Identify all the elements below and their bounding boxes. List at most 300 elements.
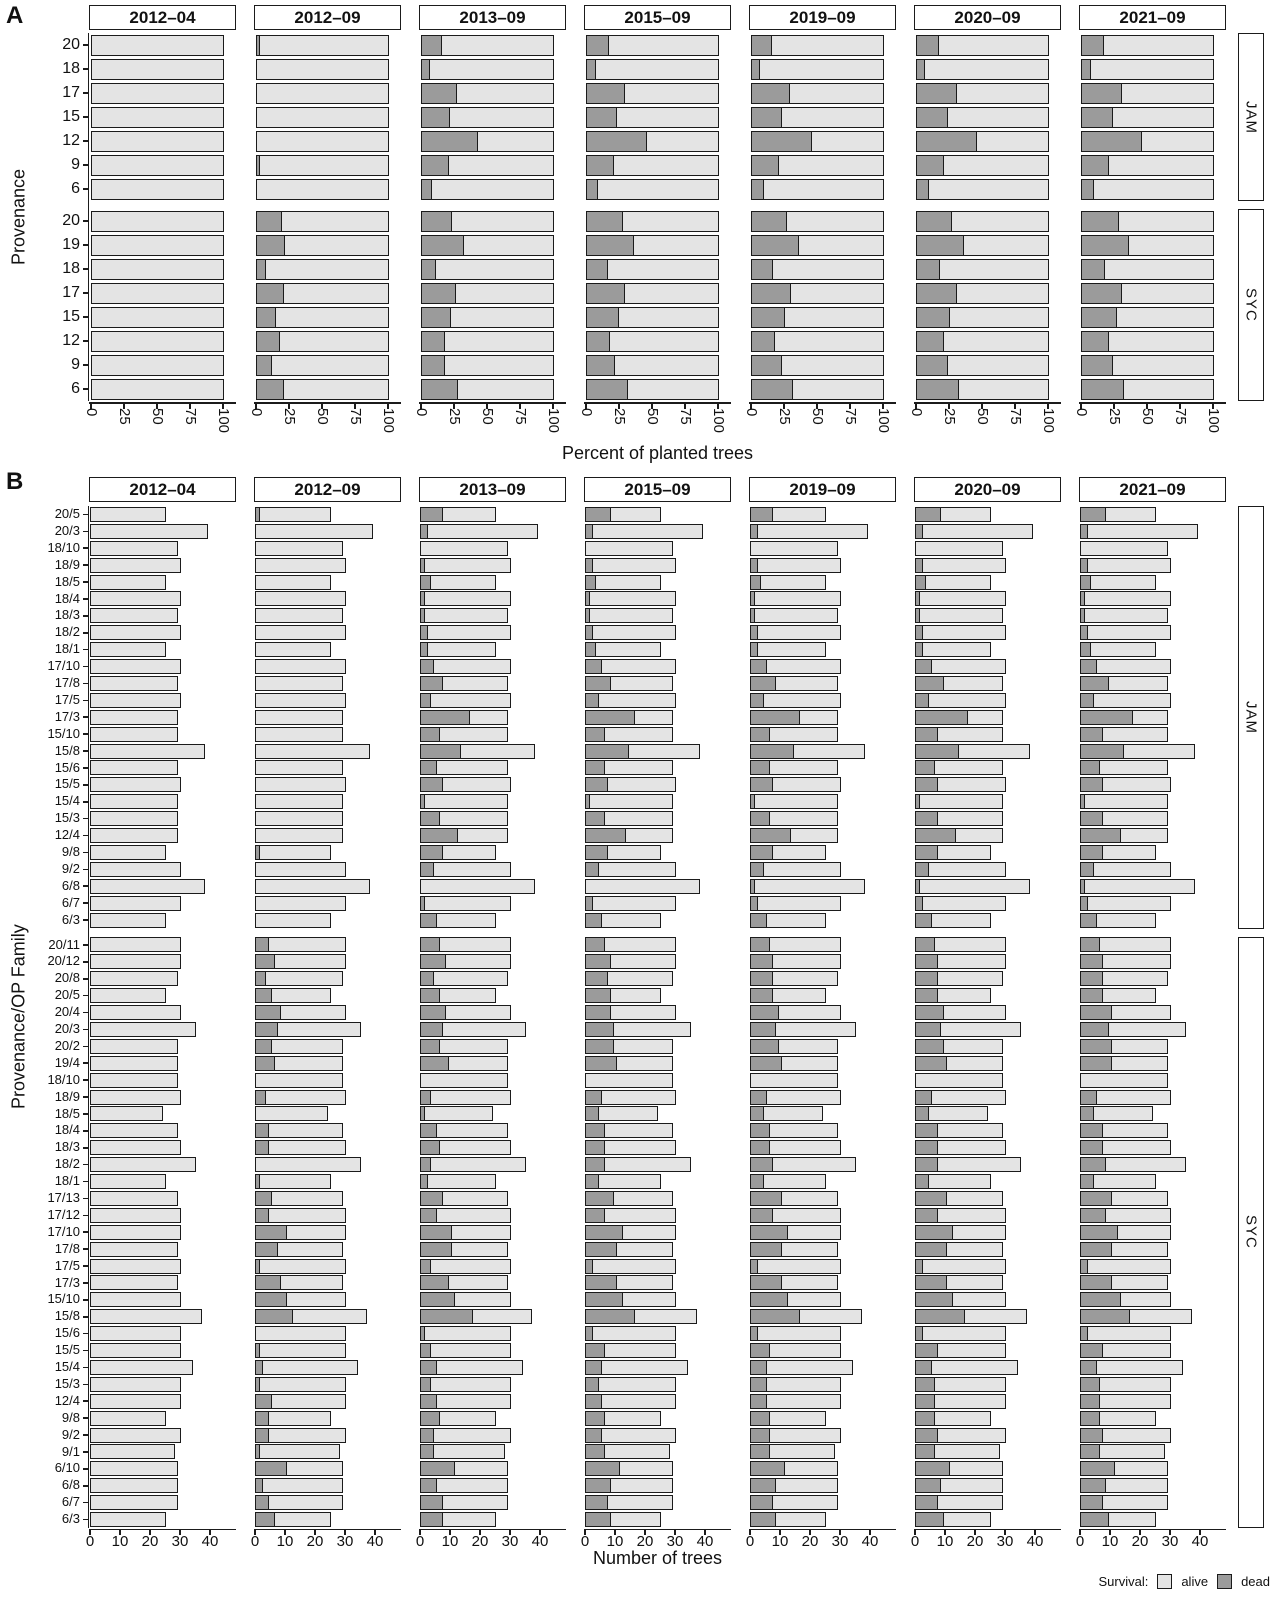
bar-syc-9/8	[90, 1411, 166, 1426]
bar-jam-17/8	[750, 676, 838, 691]
bar-dead-segment	[256, 955, 275, 968]
bar-syc-15/4	[915, 1360, 1018, 1375]
bar-dead-segment	[916, 660, 932, 673]
bar-jam-20/3	[420, 524, 538, 539]
bar-dead-segment	[916, 1445, 935, 1458]
bar-syc-9/8	[585, 1411, 661, 1426]
bar-syc-15	[751, 307, 884, 328]
bar-dead-segment	[421, 660, 434, 673]
bar-syc-12	[421, 331, 554, 352]
bar-dead-segment	[1082, 60, 1091, 79]
bar-dead-segment	[916, 711, 968, 724]
bar-jam-15/5	[255, 777, 346, 792]
facet-header: 2015–09	[584, 5, 731, 30]
bar-syc-20/4	[1080, 1005, 1171, 1020]
bar-dead-segment	[1082, 308, 1117, 327]
bar-syc-17/3	[420, 1275, 508, 1290]
bar-jam-12/4	[750, 828, 838, 843]
bar-syc-17/12	[750, 1208, 841, 1223]
bar-syc-15/10	[1080, 1292, 1171, 1307]
x-axis-tick-label: 25	[1106, 408, 1123, 425]
bar-dead-segment	[421, 1412, 440, 1425]
legend-alive-swatch-icon	[1157, 1574, 1172, 1589]
bar-dead-segment	[916, 795, 920, 808]
bar-jam-18/2	[420, 625, 511, 640]
row-label: 6	[71, 180, 80, 197]
x-axis-tick-label: 0	[743, 408, 760, 417]
bar-dead-segment	[751, 989, 773, 1002]
bar-jam-18/10	[750, 541, 838, 556]
x-axis-tick-label: 20	[966, 1533, 984, 1550]
bar-dead-segment	[421, 1327, 425, 1340]
bar-dead-segment	[1082, 108, 1113, 127]
bar-syc-20/3	[915, 1022, 1021, 1037]
bar-syc-17	[916, 283, 1049, 304]
bar-jam-9/2	[420, 862, 511, 877]
bar-dead-segment	[917, 380, 959, 399]
x-axis-tick-label: 75	[1172, 408, 1189, 425]
bar-syc-12	[586, 331, 719, 352]
row-label: 18	[62, 260, 80, 277]
bar-dead-segment	[586, 643, 596, 656]
bar-dead-segment	[917, 108, 948, 127]
bar-syc-20/4	[90, 1005, 181, 1020]
x-axis-tick-label: 20	[636, 1533, 654, 1550]
bar-dead-segment	[256, 1429, 269, 1442]
bar-syc-12/4	[255, 1394, 346, 1409]
bar-dead-segment	[916, 989, 938, 1002]
x-axis-tick-label: 0	[250, 1533, 260, 1550]
row-label: 20/3	[54, 1021, 80, 1036]
bar-syc-18/5	[420, 1106, 493, 1121]
bar-dead-segment	[1081, 1445, 1100, 1458]
bar-dead-segment	[421, 1158, 431, 1171]
bar-dead-segment	[256, 1226, 287, 1239]
bar-dead-segment	[257, 284, 284, 303]
bar-syc-17/10	[90, 1225, 181, 1240]
bar-jam-18/10	[255, 541, 343, 556]
x-axis-tick-label: 40	[861, 1533, 879, 1550]
bar-dead-segment	[751, 1040, 779, 1053]
bar-dead-segment	[917, 60, 925, 79]
bar-syc-17/3	[750, 1275, 838, 1290]
bar-syc-20/5	[90, 988, 166, 1003]
bar-jam-9/2	[915, 862, 1006, 877]
bar-syc-20/2	[1080, 1039, 1168, 1054]
bar-dead-segment	[586, 1006, 611, 1019]
bar-syc-15/6	[750, 1326, 841, 1341]
bar-syc-15/10	[90, 1292, 181, 1307]
group-strip-jam	[1238, 506, 1264, 929]
bar-dead-segment	[751, 694, 764, 707]
bar-syc-20/11	[915, 937, 1006, 952]
row-label: 15/10	[47, 1291, 80, 1307]
bar-dead-segment	[1081, 1395, 1100, 1408]
row-label: 6/8	[61, 1477, 80, 1493]
bar-jam-18	[751, 59, 884, 80]
bar-jam-15/8	[420, 744, 535, 759]
bar-syc-6/7	[585, 1495, 673, 1510]
bar-dead-segment	[917, 212, 952, 231]
row-label: 19/4	[54, 1054, 80, 1070]
bar-dead-segment	[587, 180, 598, 199]
bar-jam-18/9	[750, 558, 841, 573]
panel-a-x-axis-title: Percent of planted trees	[561, 443, 754, 463]
bar-syc-15/8	[585, 1309, 697, 1324]
row-label: 9/1	[61, 1443, 80, 1459]
bar-dead-segment	[1081, 576, 1091, 589]
bar-jam-15/3	[750, 811, 838, 826]
bar-syc-9	[91, 355, 224, 376]
bar-syc-6/8	[90, 1478, 178, 1493]
bar-jam-9/8	[90, 845, 166, 860]
bar-dead-segment	[916, 1243, 947, 1256]
bar-dead-segment	[916, 938, 935, 951]
bar-jam-18/3	[420, 608, 508, 623]
row-label: 17/10	[47, 1223, 80, 1239]
bar-dead-segment	[1081, 1378, 1100, 1391]
bar-syc-18/5	[585, 1106, 658, 1121]
x-axis-tick-label: 0	[85, 1533, 95, 1550]
bar-jam-18/2	[255, 625, 346, 640]
x-axis-tick-label: 10	[606, 1533, 624, 1550]
bar-dead-segment	[586, 1445, 605, 1458]
bar-jam-17/8	[915, 676, 1003, 691]
bar-dead-segment	[751, 1395, 767, 1408]
facet-header: 2013–09	[419, 477, 566, 502]
bar-syc-20/11	[90, 937, 181, 952]
x-axis-line	[914, 402, 1061, 404]
y-axis-line	[88, 506, 90, 1528]
row-label: 18/5	[54, 573, 80, 589]
bar-syc-20/8	[915, 971, 1003, 986]
bar-syc-18/4	[255, 1123, 343, 1138]
bar-syc-6/3	[420, 1512, 496, 1527]
bar-dead-segment	[752, 60, 760, 79]
bar-syc-15	[421, 307, 554, 328]
bar-dead-segment	[916, 592, 920, 605]
bar-dead-segment	[586, 1429, 602, 1442]
x-axis-tick-label: 100	[1205, 408, 1222, 434]
bar-jam-20/5	[585, 507, 661, 522]
bar-dead-segment	[1081, 559, 1088, 572]
bar-syc-18/10	[420, 1073, 508, 1088]
bar-dead-segment	[586, 1141, 605, 1154]
bar-syc-6/7	[1080, 1495, 1168, 1510]
bar-syc-9/1	[90, 1444, 175, 1459]
bar-dead-segment	[256, 1040, 272, 1053]
x-axis-tick-label: 25	[941, 408, 958, 425]
bar-dead-segment	[1081, 863, 1094, 876]
bar-jam-15	[421, 107, 554, 128]
bar-dead-segment	[421, 559, 425, 572]
bar-dead-segment	[916, 863, 929, 876]
bar-dead-segment	[422, 84, 457, 103]
bar-dead-segment	[256, 846, 260, 859]
bar-dead-segment	[1081, 989, 1103, 1002]
row-label: 18/5	[54, 1105, 80, 1121]
bar-dead-segment	[586, 1293, 623, 1306]
bar-dead-segment	[421, 1378, 431, 1391]
bar-dead-segment	[751, 914, 767, 927]
bar-jam-12/4	[255, 828, 343, 843]
row-label: 20/12	[47, 953, 80, 969]
bar-syc-6/7	[420, 1495, 508, 1510]
group-strip-label: SYC	[1242, 288, 1260, 322]
group-strip-label: JAM	[1242, 700, 1260, 734]
bar-dead-segment	[421, 812, 440, 825]
bar-syc-20/12	[1080, 954, 1171, 969]
bar-jam-20/3	[915, 524, 1033, 539]
bar-jam-9	[91, 155, 224, 176]
bar-jam-9/2	[255, 862, 346, 877]
bar-dead-segment	[1081, 745, 1124, 758]
x-axis-tick-label: 50	[644, 408, 661, 425]
row-label: 18/9	[54, 556, 80, 572]
group-strip-syc	[1238, 937, 1264, 1529]
bar-dead-segment	[916, 1344, 938, 1357]
x-axis-line	[584, 1529, 731, 1531]
bar-syc-18/3	[255, 1140, 346, 1155]
bar-syc-18/1	[90, 1174, 166, 1189]
bar-dead-segment	[587, 156, 614, 175]
bar-syc-9/8	[420, 1411, 496, 1426]
bar-syc-17/10	[420, 1225, 511, 1240]
row-label: 18	[62, 60, 80, 77]
bar-dead-segment	[256, 972, 266, 985]
bar-syc-9/1	[750, 1444, 835, 1459]
bar-dead-segment	[916, 525, 923, 538]
bar-dead-segment	[916, 846, 938, 859]
bar-jam-17/8	[255, 676, 343, 691]
x-axis-tick-label: 75	[842, 408, 859, 425]
bar-syc-20/3	[255, 1022, 361, 1037]
x-axis-tick-label: 30	[666, 1533, 684, 1550]
bar-syc-18/5	[750, 1106, 823, 1121]
bar-syc-9/2	[255, 1428, 346, 1443]
x-axis-line	[419, 1529, 566, 1531]
row-label: 19	[62, 236, 80, 253]
bar-dead-segment	[421, 1226, 452, 1239]
bar-dead-segment	[751, 728, 770, 741]
bar-dead-segment	[916, 1327, 923, 1340]
bar-syc-18/10	[1080, 1073, 1168, 1088]
row-label: 9/8	[61, 1409, 80, 1425]
bar-jam-15/10	[750, 727, 838, 742]
x-axis-line	[1079, 1529, 1226, 1531]
bar-jam-15/10	[255, 727, 343, 742]
x-axis-line	[419, 402, 566, 404]
bar-jam-12/4	[585, 828, 673, 843]
bar-syc-6/3	[750, 1512, 826, 1527]
bar-dead-segment	[916, 1209, 938, 1222]
bar-dead-segment	[1081, 1023, 1109, 1036]
bar-jam-18/1	[255, 642, 331, 657]
bar-jam-15/3	[255, 811, 343, 826]
bar-jam-15/3	[420, 811, 508, 826]
bar-syc-18	[586, 259, 719, 280]
bar-jam-18/5	[915, 575, 991, 590]
bar-jam-20/3	[585, 524, 703, 539]
bar-dead-segment	[916, 1107, 929, 1120]
bar-dead-segment	[917, 236, 964, 255]
bar-jam-6/3	[255, 913, 331, 928]
bar-syc-17/3	[90, 1275, 178, 1290]
bar-jam-20	[421, 35, 554, 56]
x-axis-tick-label: 20	[1131, 1533, 1149, 1550]
bar-syc-20/5	[255, 988, 331, 1003]
bar-dead-segment	[421, 1496, 443, 1509]
bar-jam-15/5	[90, 777, 181, 792]
bar-jam-20/5	[1080, 507, 1156, 522]
row-label: 9/2	[61, 860, 80, 876]
bar-jam-6	[256, 179, 389, 200]
bar-syc-9/1	[585, 1444, 670, 1459]
facet-header: 2020–09	[914, 477, 1061, 502]
bar-syc-20/8	[255, 971, 343, 986]
bar-syc-18/1	[420, 1174, 496, 1189]
bar-syc-20/4	[750, 1005, 841, 1020]
bar-dead-segment	[421, 829, 458, 842]
bar-syc-20/2	[750, 1039, 838, 1054]
bar-syc-6/7	[90, 1495, 178, 1510]
x-axis-tick-label: 0	[248, 408, 265, 417]
bar-jam-18	[421, 59, 554, 80]
bar-jam-6	[586, 179, 719, 200]
bar-syc-6/3	[90, 1512, 166, 1527]
bar-jam-18/1	[420, 642, 496, 657]
bar-dead-segment	[586, 1057, 617, 1070]
x-axis-tick-label: 10	[441, 1533, 459, 1550]
bar-dead-segment	[916, 609, 920, 622]
bar-dead-segment	[586, 778, 608, 791]
row-label: 18/1	[54, 1173, 80, 1189]
bar-syc-18/1	[1080, 1174, 1156, 1189]
bar-syc-17/5	[420, 1259, 511, 1274]
bar-dead-segment	[422, 36, 442, 55]
bar-dead-segment	[751, 1124, 770, 1137]
bar-dead-segment	[916, 1395, 935, 1408]
bar-syc-20/12	[90, 954, 181, 969]
bar-dead-segment	[751, 609, 755, 622]
bar-dead-segment	[916, 1293, 953, 1306]
bar-syc-18	[1081, 259, 1214, 280]
bar-dead-segment	[256, 1192, 272, 1205]
row-label: 18/4	[54, 590, 80, 606]
bar-dead-segment	[257, 380, 284, 399]
bar-jam-15	[751, 107, 884, 128]
bar-dead-segment	[751, 972, 773, 985]
bar-dead-segment	[256, 1260, 260, 1273]
bar-syc-15	[586, 307, 719, 328]
bar-dead-segment	[917, 308, 950, 327]
bar-jam-15/3	[90, 811, 178, 826]
bar-dead-segment	[916, 1479, 941, 1492]
bar-syc-6/10	[1080, 1461, 1168, 1476]
row-label: 6/8	[61, 877, 80, 893]
bar-dead-segment	[256, 1023, 278, 1036]
bar-jam-15/6	[90, 760, 178, 775]
bar-dead-segment	[916, 955, 938, 968]
row-label: 18/3	[54, 1139, 80, 1155]
bar-dead-segment	[1082, 132, 1142, 151]
bar-syc-18/9	[585, 1090, 676, 1105]
bar-syc-19/4	[1080, 1056, 1168, 1071]
bar-dead-segment	[751, 711, 800, 724]
bar-jam-18/9	[255, 558, 346, 573]
bar-jam-15/8	[90, 744, 205, 759]
bar-syc-6/8	[750, 1478, 838, 1493]
bar-syc-17/12	[255, 1208, 346, 1223]
bar-jam-15/8	[915, 744, 1030, 759]
bar-dead-segment	[257, 356, 272, 375]
bar-dead-segment	[421, 846, 443, 859]
bar-syc-20/8	[90, 971, 178, 986]
bar-syc-18/4	[90, 1123, 178, 1138]
bar-syc-20/3	[90, 1022, 196, 1037]
bar-jam-18/3	[255, 608, 343, 623]
bar-syc-15	[1081, 307, 1214, 328]
bar-syc-17/5	[585, 1259, 676, 1274]
bar-dead-segment	[421, 1429, 434, 1442]
bar-dead-segment	[1081, 1209, 1106, 1222]
row-label: 20/11	[48, 936, 80, 952]
bar-dead-segment	[1081, 1327, 1088, 1340]
bar-dead-segment	[1081, 914, 1097, 927]
bar-dead-segment	[1081, 694, 1094, 707]
bar-dead-segment	[256, 1293, 287, 1306]
bar-dead-segment	[1082, 212, 1119, 231]
bar-jam-17	[586, 83, 719, 104]
bar-dead-segment	[751, 1091, 767, 1104]
bar-dead-segment	[586, 1344, 605, 1357]
bar-jam-15/10	[1080, 727, 1168, 742]
facet-header: 2020–09	[914, 5, 1061, 30]
bar-dead-segment	[421, 1243, 452, 1256]
row-label: 17/10	[47, 658, 80, 674]
bar-syc-18/3	[90, 1140, 181, 1155]
bar-dead-segment	[1081, 829, 1121, 842]
row-label: 9/8	[61, 844, 80, 859]
bar-syc-18/3	[750, 1140, 841, 1155]
bar-syc-15/4	[90, 1360, 193, 1375]
bar-dead-segment	[422, 260, 436, 279]
bar-syc-9/8	[1080, 1411, 1156, 1426]
bar-jam-20	[751, 35, 884, 56]
bar-dead-segment	[916, 778, 938, 791]
bar-syc-20/4	[915, 1005, 1006, 1020]
bar-jam-6	[1081, 179, 1214, 200]
bar-jam-18/9	[90, 558, 181, 573]
bar-syc-17/8	[915, 1242, 1003, 1257]
bar-dead-segment	[751, 829, 791, 842]
bar-dead-segment	[421, 1479, 437, 1492]
bar-syc-18/5	[915, 1106, 988, 1121]
bar-dead-segment	[917, 132, 977, 151]
bar-jam-18/4	[420, 591, 511, 606]
row-label: 12/4	[54, 827, 80, 843]
bar-jam-17/3	[750, 710, 838, 725]
x-axis-tick-label: 50	[149, 408, 166, 425]
x-axis-tick-label: 50	[1139, 408, 1156, 425]
bar-dead-segment	[421, 576, 431, 589]
row-label: 12	[62, 332, 80, 349]
bar-syc-18/10	[585, 1073, 673, 1088]
bar-jam-17/3	[90, 710, 178, 725]
bar-dead-segment	[1081, 955, 1103, 968]
bar-dead-segment	[916, 880, 920, 893]
bar-syc-20/3	[1080, 1022, 1186, 1037]
